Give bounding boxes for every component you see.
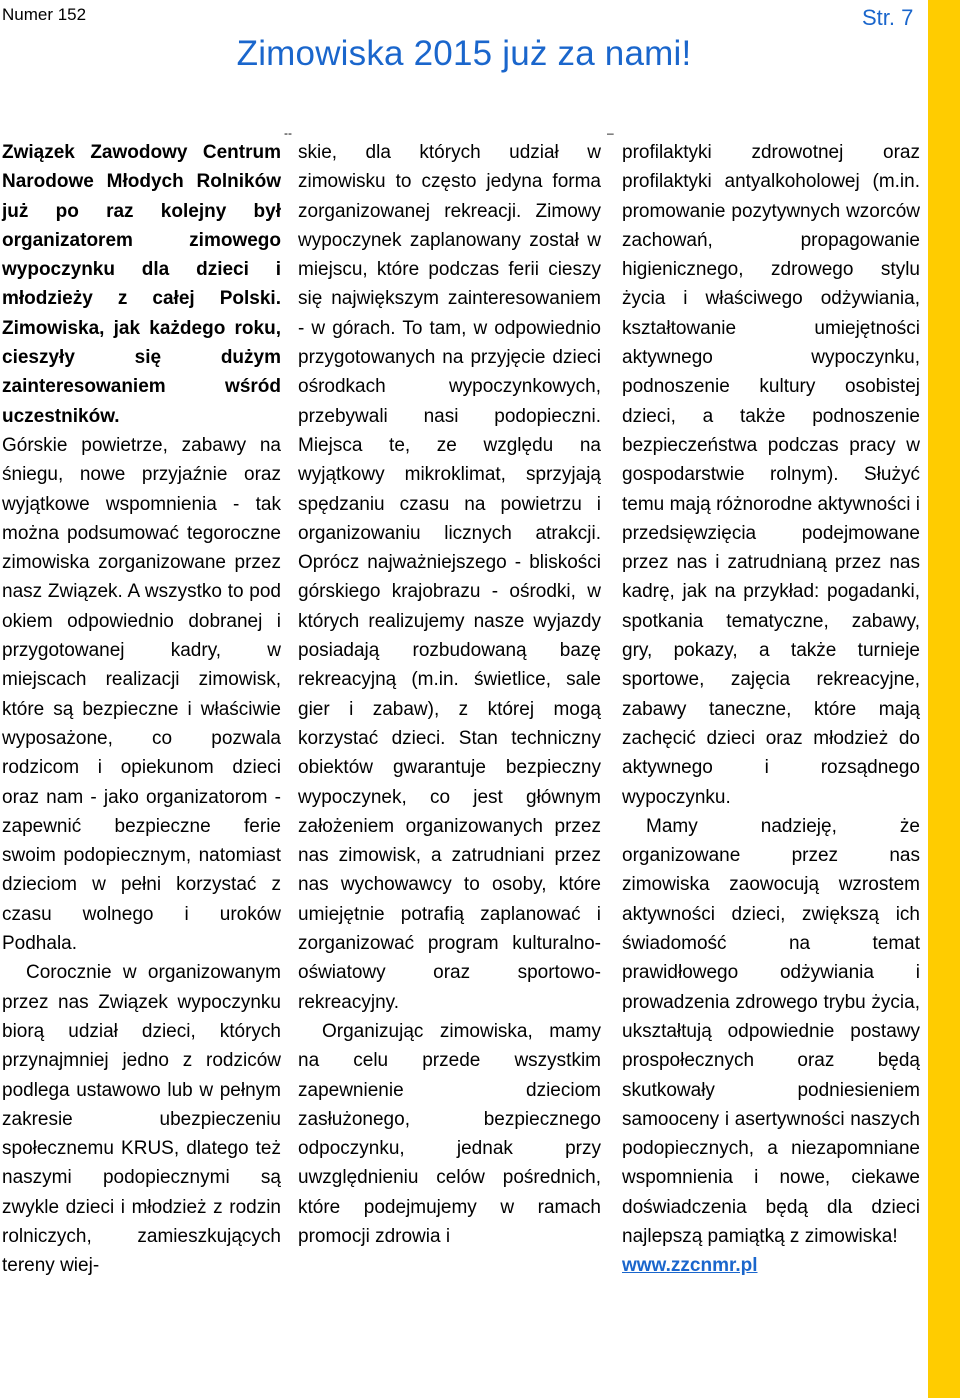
column-3 — [622, 138, 920, 1281]
body-paragraph: Górskie powietrze, zabawy na śniegu, nowe przyjaźnie oraz wyjątkowe wspomnienia - tak można podsumować tegoroczne zimowiska zorganizowane przez nasz Związek. A wszystko to pod okiem odpowiednio dobranej i przygotowanej kadry, w miejscach realizacji zimowisk, które są bezpieczne i właściwie wyposażone, co pozwala rodzicom i opiekunom dzieci oraz nam - jako organizatorom - zapewnić bezpieczne ferie swoim podopiecznym, natomiast dzieciom w pełni korzystać z czasu wolnego i uroków Podhala. — [2, 434, 281, 955]
body-paragraph: profilaktyki zdrowotnej oraz profilaktyki antyalkoholowej (m.in. promowanie pozytywnych wzorców zachowań, propagowanie higienicznego, zdrowego stylu życia i właściwego odżywiania, kształtowanie umiejętności aktywnego wypoczynku, podnoszenie kultury osobistej dzieci, a także podnoszenie bezpieczeństwa podczas pracy w gospodarstwie rolnym). Służyć temu mają różnorodne aktywności i przedsięwzięcia podejmowane przez nas i zatrudnianą przez nas kadrę, jak na przykład: pogadanki, spotkania tematyczne, zabawy, gry, pokazy, a także turnieje sportowe, zajęcia rekreacyjne, zabawy taneczne, które mają zachęcić dzieci oraz młodzież do aktywnego i rozsądnego wypoczynku. — [622, 142, 920, 808]
article-title: Zimowiska 2015 już za nami! — [236, 34, 692, 73]
yellow-margin-strip — [928, 0, 960, 1398]
website-link[interactable]: www.zzcnmr.pl — [622, 1255, 758, 1277]
column-2 — [298, 138, 601, 1251]
issue-number: Numer 152 — [2, 5, 87, 24]
page-number: Str. 7 — [862, 5, 914, 30]
body-paragraph: Organizując zimowiska, mamy na celu przede wszystkim zapewnienie dzieciom zasłużonego, bezpiecznego odpoczynku, jednak przy uwzględnieniu celów pośrednich, które podejmujemy w ramach promocji zdrowia i — [298, 1020, 601, 1247]
body-paragraph: skie, dla których udział w zimowisku to często jedyna forma zorganizowanej rekreacji. Zimowy wypoczynek zaplanowany został w miejscu, które podczas ferii cieszy się największym zainteresowaniem - w górach. To tam, w odpowiednio przygotowanych na przyjęcie dzieci ośrodkach wypoczynkowych, przebywali nasi podopieczni. Miejsca te, ze względu na wyjątkowy mikroklimat, sprzyjają spędzaniu czasu na powietrzu i organizowaniu licznych atrakcji. Oprócz najważniejszego - bliskości górskiego krajobrazu - ośrodki, w których realizujemy nasze wyjazdy posiadają rozbudowaną bazę rekreacyjną (m.in. świetlice, sale gier i zabaw), z której mogą korzystać dzieci. Stan techniczny obiektów gwarantuje bezpieczny wypoczynek, co jest głównym założeniem organizowanych przez nas zimowisk, a zatrudniani przez nas wychowawcy to osoby, które umiejętnie potrafią zaplanować i zorganizować program kulturalno-oświatowy oraz sportowo-rekreacyjny. — [298, 142, 601, 1013]
column-separator-mark: – — [607, 126, 614, 140]
body-paragraph: Mamy nadzieję, że organizowane przez nas zimowiska zaowocują wzrostem aktywności dzieci, zwiększą ich świadomość na temat prawidłowego odżywiania i prowadzenia zdrowego trybu życia, ukształtują odpowiednie postawy prospołecznych oraz będą skutkowały podniesieniem samooceny i asertywności naszych podopiecznych, a niezapomniane wspomnienia i nowe, ciekawe doświadczenia będą dla dzieci najlepszą pamiątką z zimowiska! — [622, 815, 920, 1247]
body-paragraph: Corocznie w organizowanym przez nas Związek wypoczynku biorą udział dzieci, których przynajmniej jedno z rodziców podlega ustawowo lub w pełnym zakresie ubezpieczeniu społecznemu KRUS, dlatego też naszymi podopiecznymi są zwykle dzieci i młodzież z rodzin rolniczych, zamieszkujących tereny wiej- — [2, 962, 281, 1277]
column-separator-mark: -- — [284, 126, 292, 140]
column-1 — [2, 138, 281, 1281]
lead-paragraph: Związek Zawodowy Centrum Narodowe Młodych Rolników już po raz kolejny był organizatorem zimowego wypoczynku dla dzieci i młodzieży z całej Polski. Zimowiska, jak każdego roku, cieszyły się dużym zainteresowaniem wśród uczestników. — [2, 142, 281, 427]
